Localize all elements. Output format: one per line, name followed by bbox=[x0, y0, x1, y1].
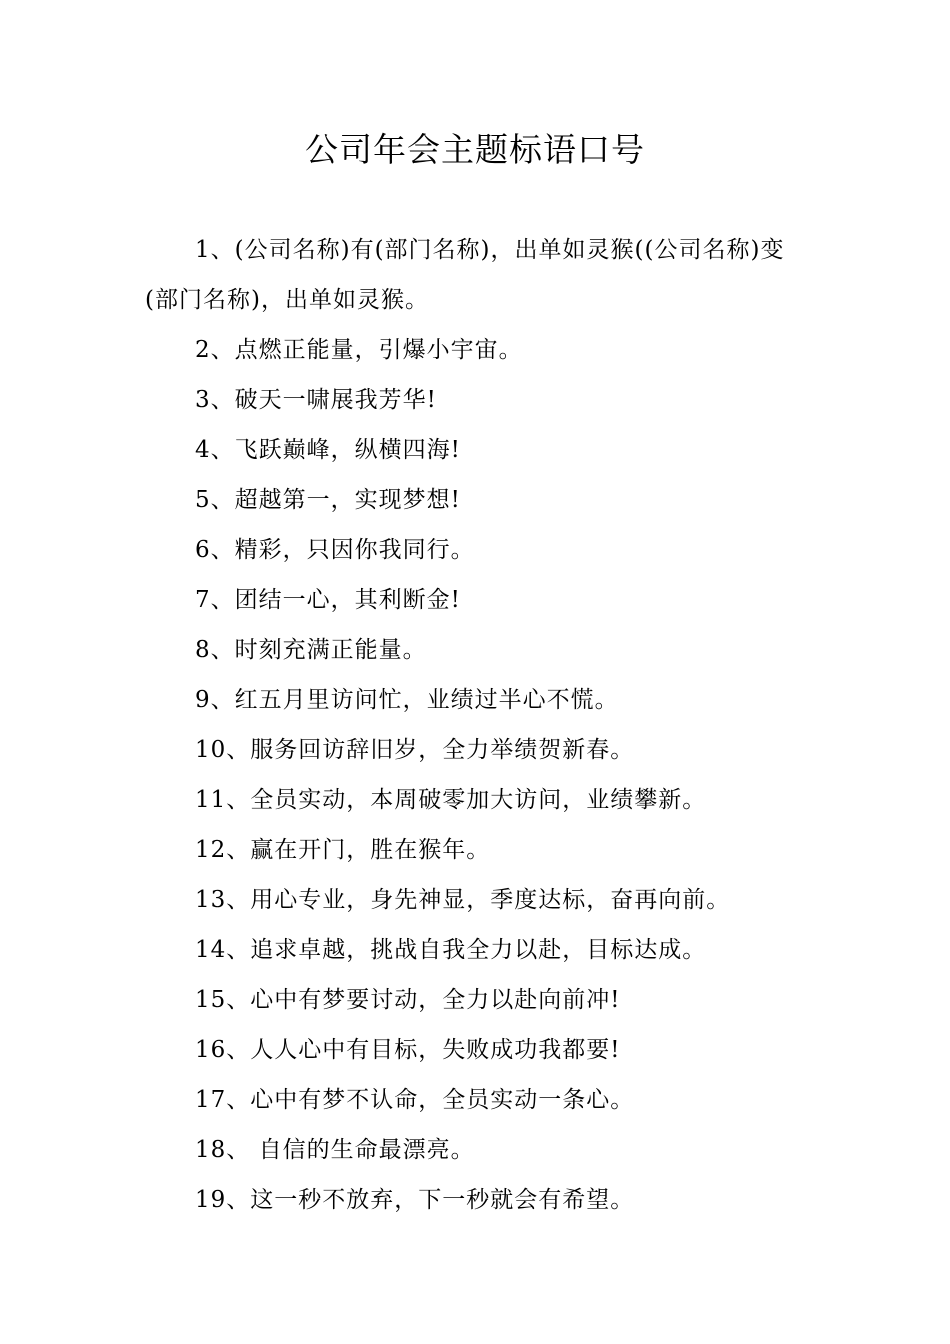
slogan-item-4: 4、飞跃巅峰，纵横四海! bbox=[195, 437, 461, 463]
page-title: 公司年会主题标语口号 bbox=[305, 130, 645, 169]
slogan-item-19: 19、这一秒不放弃，下一秒就会有希望。 bbox=[195, 1187, 635, 1213]
slogan-item-10: 10、服务回访辞旧岁，全力举绩贺新春。 bbox=[195, 737, 635, 763]
slogan-item-11: 11、全员实动，本周破零加大访问，业绩攀新。 bbox=[195, 787, 707, 813]
slogan-item-13: 13、用心专业，身先神显，季度达标，奋再向前。 bbox=[195, 887, 731, 913]
slogan-item-16: 16、人人心中有目标，失败成功我都要! bbox=[195, 1037, 621, 1063]
slogan-item-2: 2、点燃正能量，引爆小宇宙。 bbox=[195, 337, 523, 363]
slogan-item-18: 18、 自信的生命最漂亮。 bbox=[195, 1137, 475, 1163]
slogan-item-12: 12、赢在开门，胜在猴年。 bbox=[195, 837, 491, 863]
slogan-item-8: 8、时刻充满正能量。 bbox=[195, 637, 427, 663]
slogan-item-7: 7、团结一心，其利断金! bbox=[195, 587, 461, 613]
slogan-list bbox=[145, 225, 810, 1225]
slogan-item-1: 1、(公司名称)有(部门名称)，出单如灵猴((公司名称)变(部门名称)，出单如灵猴。 bbox=[145, 237, 785, 313]
slogan-item-17: 17、心中有梦不认命，全员实动一条心。 bbox=[195, 1087, 635, 1113]
slogan-item-9: 9、红五月里访问忙，业绩过半心不慌。 bbox=[195, 687, 619, 713]
slogan-item-15: 15、心中有梦要讨动，全力以赴向前冲! bbox=[195, 987, 621, 1013]
slogan-item-5: 5、超越第一，实现梦想! bbox=[195, 487, 461, 513]
slogan-item-3: 3、破天一啸展我芳华! bbox=[195, 387, 437, 413]
slogan-item-14: 14、追求卓越，挑战自我全力以赴，目标达成。 bbox=[195, 937, 707, 963]
slogan-item-6: 6、精彩，只因你我同行。 bbox=[195, 537, 475, 563]
